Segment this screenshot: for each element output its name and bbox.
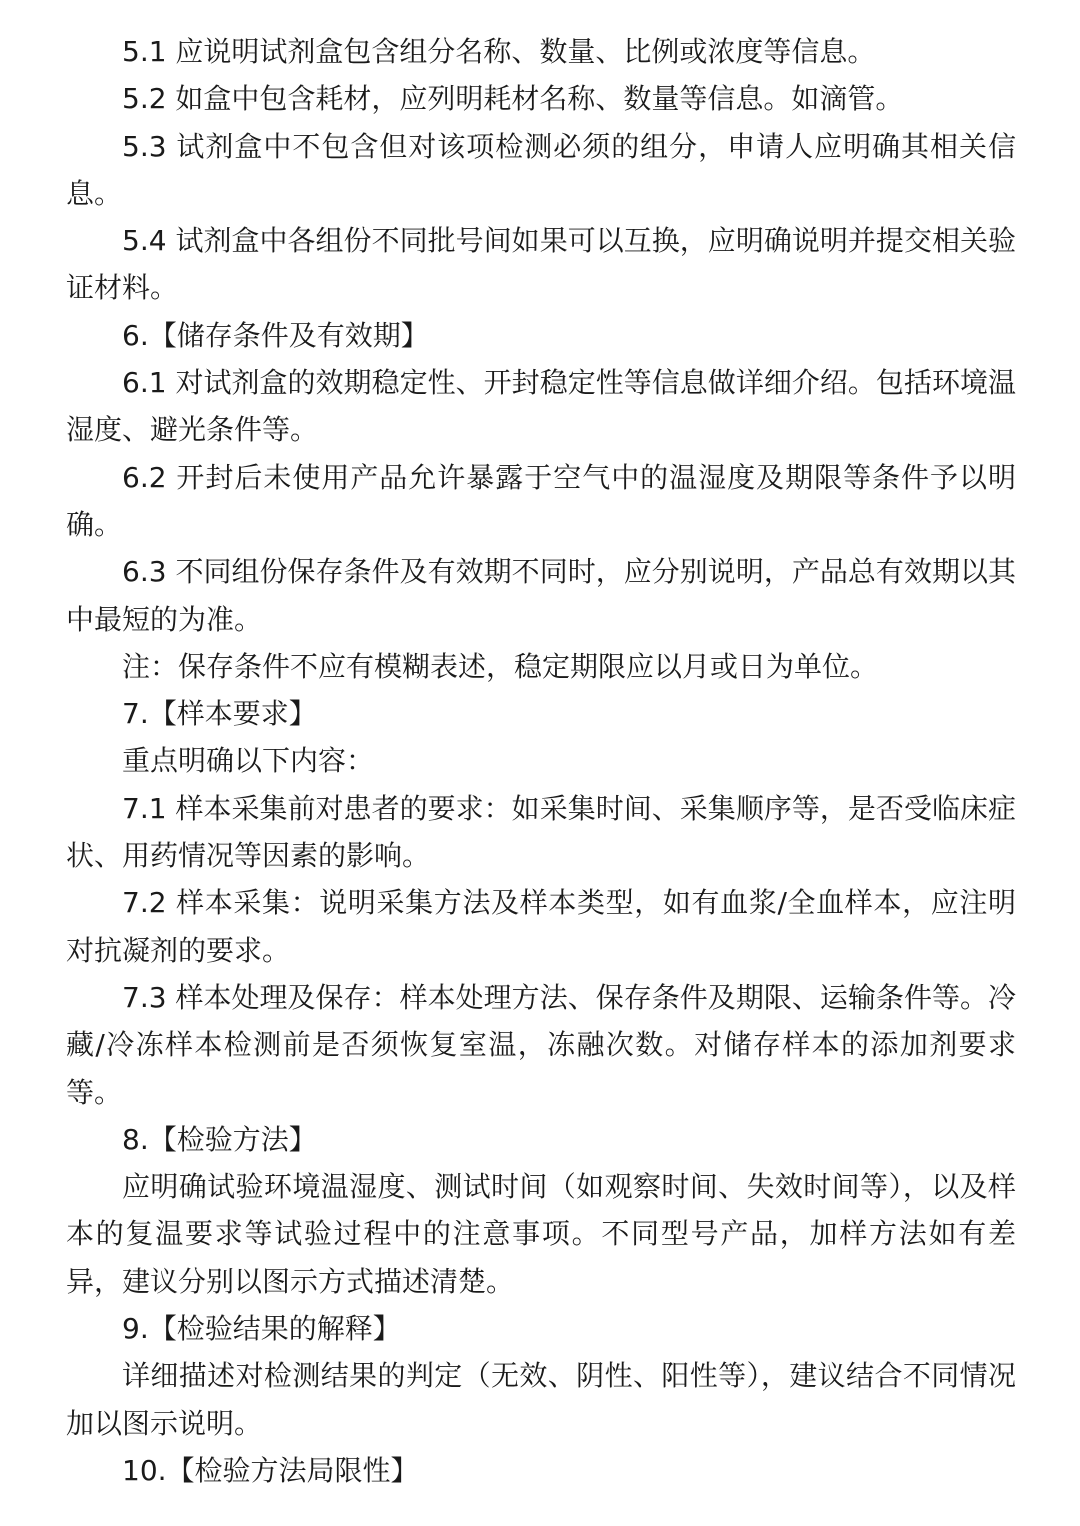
section-7-2-paragraph: 7.2 样本采集：说明采集方法及样本类型，如有血浆/全血样本，应注明对抗凝剂的要求。	[66, 886, 1016, 967]
section-7-3-paragraph: 7.3 样本处理及保存：样本处理方法、保存条件及期限、运输条件等。冷藏/冷冻样本检测前是否须恢复室温，冻融次数。对储存样本的添加剂要求等。	[66, 980, 1016, 1109]
section-7-heading: 7.【样本要求】	[122, 697, 317, 731]
section-7-1-paragraph: 7.1 样本采集前对患者的要求：如采集时间、采集顺序等，是否受临床症状、用药情况等因素的影响。	[66, 791, 1016, 873]
section-6-3-paragraph: 6.3 不同组份保存条件及有效期不同时，应分别说明，产品总有效期以其中最短的为准。	[66, 555, 1016, 636]
section-6-heading: 6.【储存条件及有效期】	[122, 318, 429, 352]
storage-note-paragraph: 注：保存条件不应有模糊表述，稳定期限应以月或日为单位。	[122, 649, 879, 683]
section-5-4-paragraph: 5.4 试剂盒中各组份不同批号间如果可以互换，应明确说明并提交相关验证材料。	[66, 224, 1016, 305]
section-5-2-paragraph: 5.2 如盒中包含耗材，应列明耗材名称、数量等信息。如滴管。	[122, 82, 904, 116]
section-6-1-paragraph: 6.1 对试剂盒的效期稳定性、开封稳定性等信息做详细介绍。包括环境温湿度、避光条件等。	[66, 366, 1016, 447]
section-9-heading: 9.【检验结果的解释】	[122, 1312, 401, 1346]
section-7-intro-paragraph: 重点明确以下内容：	[122, 744, 375, 778]
section-5-1-paragraph: 5.1 应说明试剂盒包含组分名称、数量、比例或浓度等信息。	[122, 35, 876, 68]
section-5-3-paragraph: 5.3 试剂盒中不包含但对该项检测必须的组分，申请人应明确其相关信息。	[66, 129, 1016, 210]
section-8-heading: 8.【检验方法】	[122, 1122, 317, 1156]
document-body	[66, 28, 1016, 1494]
section-9-paragraph: 详细描述对检测结果的判定（无效、阴性、阳性等），建议结合不同情况加以图示说明。	[66, 1359, 1016, 1440]
section-10-heading: 10.【检验方法局限性】	[122, 1453, 419, 1487]
section-6-2-paragraph: 6.2 开封后未使用产品允许暴露于空气中的温湿度及期限等条件予以明确。	[66, 460, 1016, 541]
section-8-paragraph: 应明确试验环境温湿度、测试时间（如观察时间、失效时间等），以及样本的复温要求等试验过程中的注意事项。不同型号产品，加样方法如有差异，建议分别以图示方式描述清楚。	[66, 1170, 1016, 1298]
